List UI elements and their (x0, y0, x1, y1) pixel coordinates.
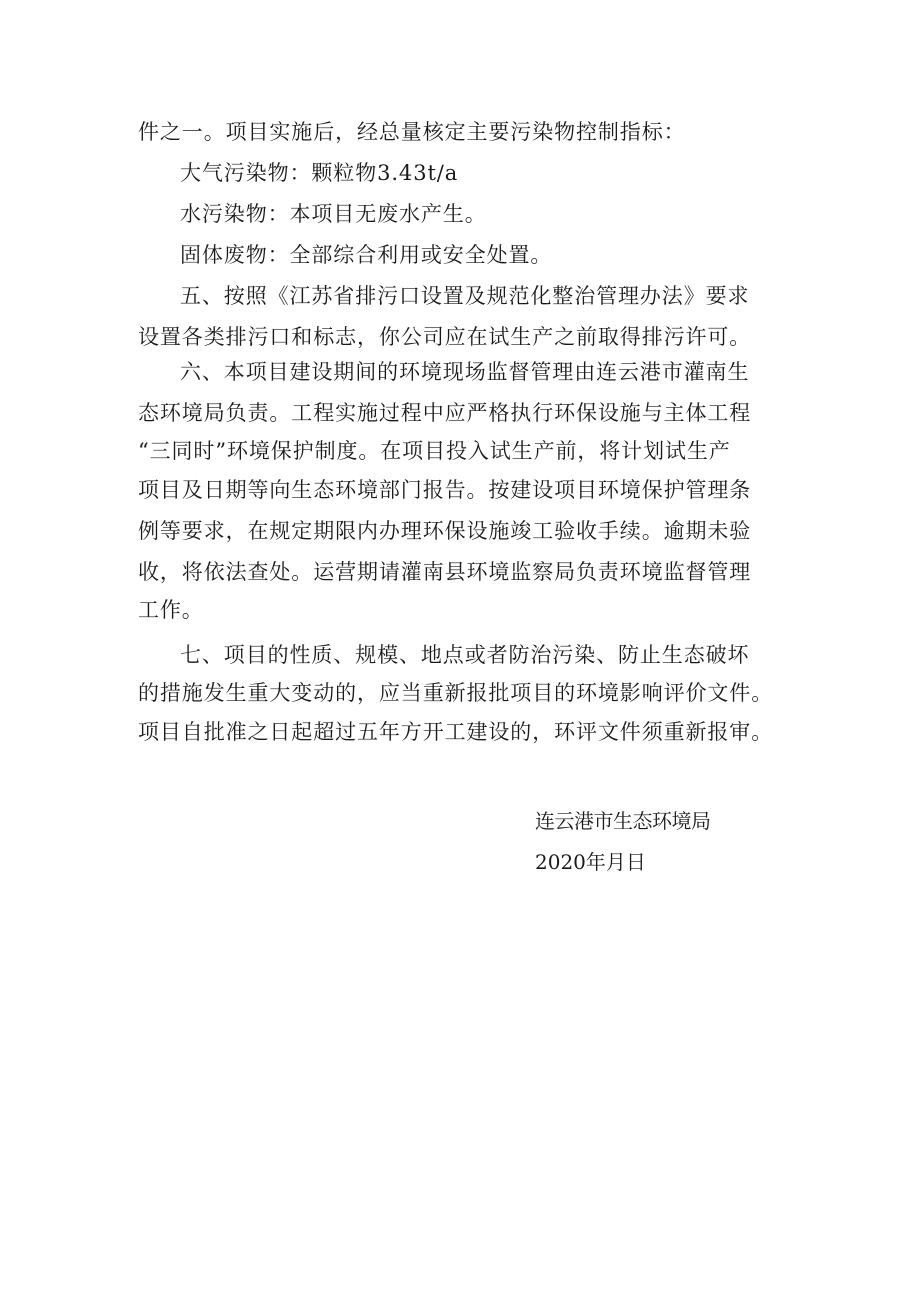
paragraph-line: 件之一。项目实施后，经总量核定主要污染物控制指标： (138, 120, 686, 144)
paragraph-line: 水污染物：本项目无废水产生。 (180, 202, 487, 226)
signature-organization: 连云港市生态环境局 (535, 809, 711, 833)
paragraph-line: 五、按照《江苏省排污口设置及规范化整治管理办法》要求 (180, 284, 750, 308)
paragraph-line: “三同时”环境保护制度。在项目投入试生产前，将计划试生产 (138, 439, 731, 463)
paragraph-line: 项目自批准之日起超过五年方开工建设的，环评文件须重新报审。 (138, 720, 774, 744)
paragraph-line: 例等要求，在规定期限内办理环保设施竣工验收手续。逾期未验 (138, 519, 752, 543)
signature-date: 2020年月日 (535, 850, 646, 874)
paragraph-line: 的措施发生重大变动的，应当重新报批项目的环境影响评价文件。 (138, 681, 774, 705)
paragraph-line: 收，将依法查处。运营期请灌南县环境监察局负责环境监督管理 (138, 560, 752, 584)
paragraph-line: 工作。 (138, 598, 204, 622)
paragraph-line: 七、项目的性质、规模、地点或者防治污染、防止生态破坏 (180, 643, 750, 667)
paragraph-line: 态环境局负责。工程实施过程中应严格执行环保设施与主体工程 (138, 401, 752, 425)
paragraph-line: 大气污染物：颗粒物3.43t∕a (180, 161, 459, 185)
paragraph-line: 固体废物：全部综合利用或安全处置。 (180, 243, 553, 267)
paragraph-line: 项目及日期等向生态环境部门报告。按建设项目环境保护管理条 (138, 478, 752, 502)
paragraph-line: 设置各类排污口和标志，你公司应在试生产之前取得排污许可。 (138, 325, 752, 349)
paragraph-line: 六、本项目建设期间的环境现场监督管理由连云港市灌南生 (180, 360, 750, 384)
